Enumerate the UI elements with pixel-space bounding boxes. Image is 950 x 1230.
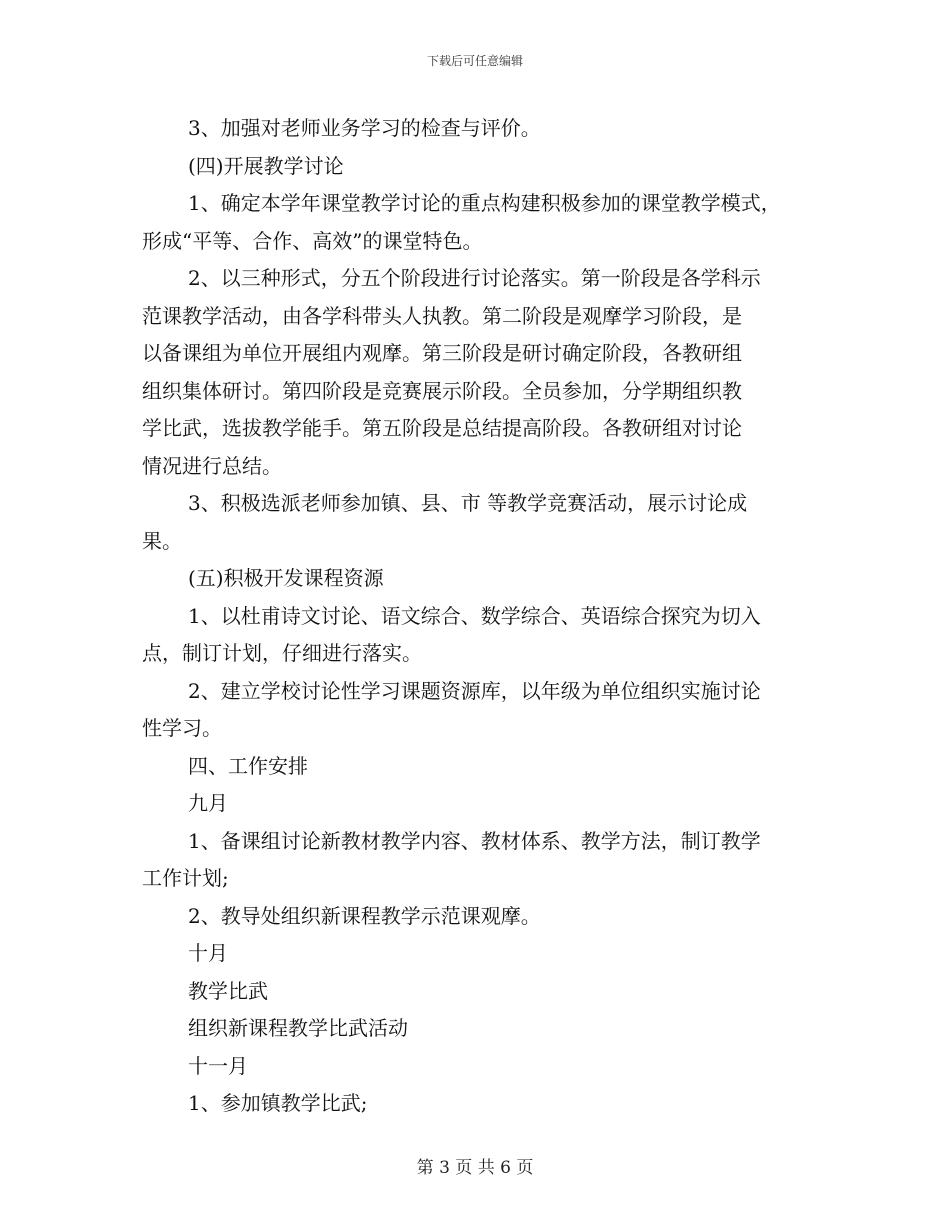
body-line: 学比武，选拔教学能手。第五阶段是总结提高阶段。各教研组对讨论 (142, 416, 742, 440)
section-heading: (五)积极开发课程资源 (188, 566, 384, 590)
body-line: 2、以三种形式，分五个阶段进行讨论落实。第一阶段是各学科示 (188, 266, 761, 290)
section-heading: (四)开展教学讨论 (188, 153, 344, 178)
page-header: 下载后可任意编辑 (426, 54, 523, 68)
body-line: 1、确定本学年课堂教学讨论的重点构建积极参加的课堂教学模式， (188, 191, 781, 215)
body-line: 教学比武 (188, 978, 268, 1003)
body-line: 3、积极选派老师参加镇、县、市 等教学竞赛活动，展示讨论成 (188, 491, 748, 515)
body-line: 范课教学活动，由各学科带头人执教。第二阶段是观摩学习阶段，是 (142, 303, 742, 328)
body-line: 2、建立学校讨论性学习课题资源库，以年级为单位组织实施讨论 (188, 678, 761, 703)
body-line: 3、加强对老师业务学习的检查与评价。 (188, 116, 541, 140)
month-heading: 十一月 (188, 1053, 248, 1078)
body-line: 形成“平等、合作、高效”的课堂特色。 (142, 228, 483, 253)
body-line: 1、参加镇教学比武; (188, 1091, 368, 1115)
body-line: 1、以杜甫诗文讨论、语文综合、数学综合、英语综合探究为切入 (188, 603, 761, 628)
body-line: 性学习。 (142, 716, 222, 740)
month-heading: 九月 (188, 791, 228, 815)
body-line: 工作计划; (142, 866, 229, 890)
body-line: 点，制订计划，仔细进行落实。 (142, 641, 422, 665)
body-line: 组织新课程教学比武活动 (188, 1016, 408, 1040)
section-heading: 四、工作安排 (188, 753, 308, 778)
body-line: 1、备课组讨论新教材教学内容、教材体系、教学方法，制订教学 (188, 828, 761, 853)
page-number: 第 3 页 共 6 页 (416, 1158, 534, 1178)
month-heading: 十月 (188, 941, 228, 965)
body-line: 情况进行总结。 (142, 453, 282, 478)
body-line: 2、教导处组织新课程教学示范课观摩。 (188, 903, 541, 928)
body-line: 以备课组为单位开展组内观摩。第三阶段是研讨确定阶段，各教研组 (142, 341, 742, 365)
body-line: 果。 (142, 528, 182, 553)
body-line: 组织集体研讨。第四阶段是竞赛展示阶段。全员参加，分学期组织教 (142, 378, 742, 403)
document-body (142, 110, 822, 1123)
